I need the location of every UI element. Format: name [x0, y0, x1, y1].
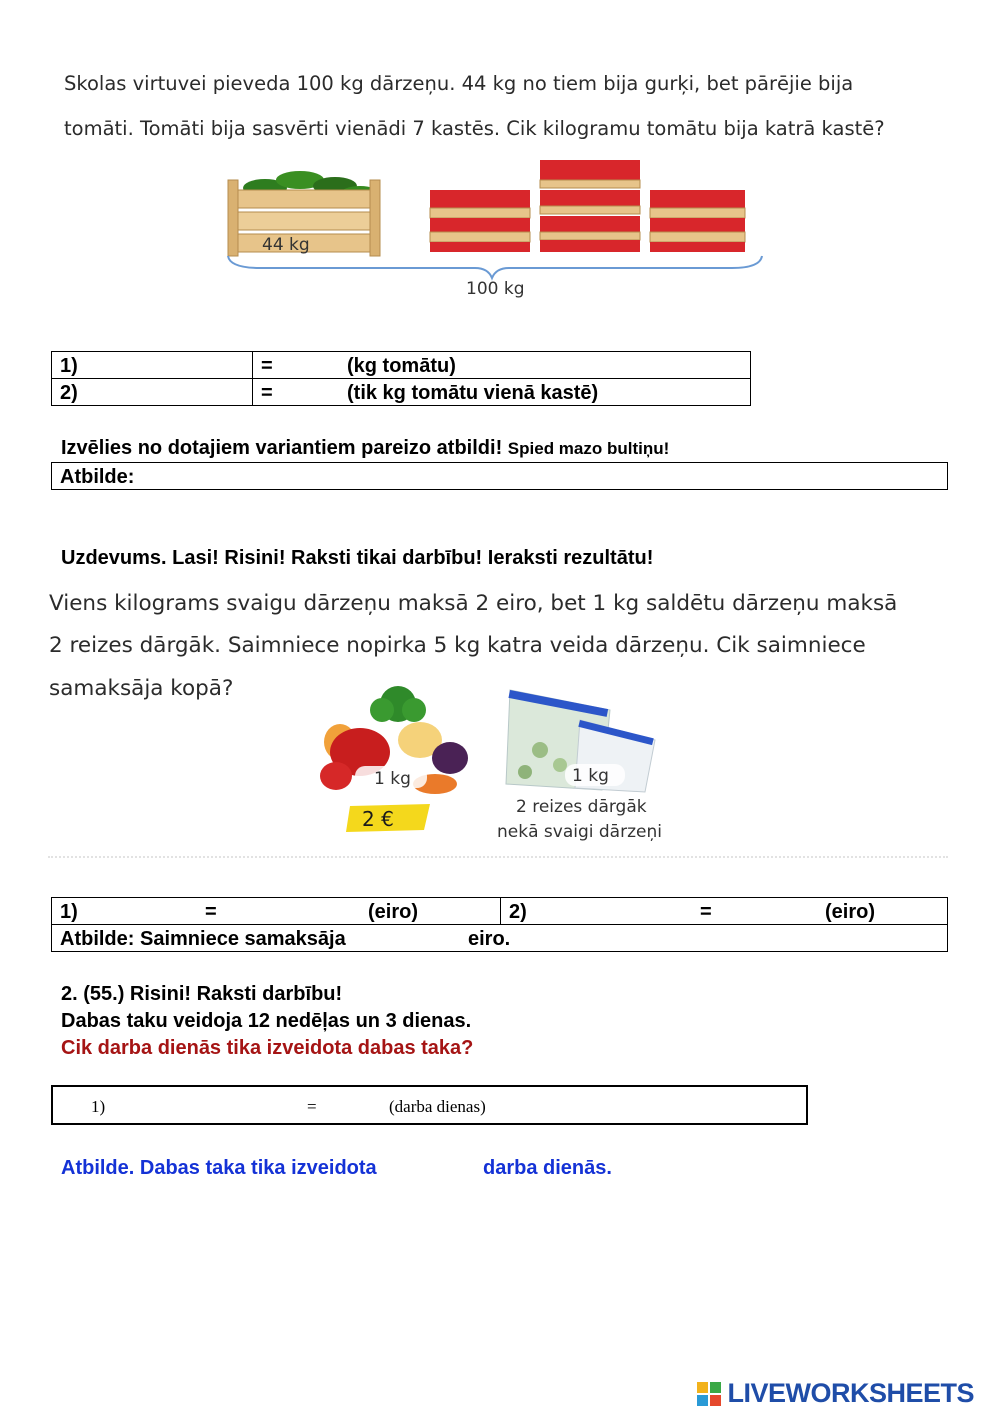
equals-sign: = — [261, 382, 273, 404]
task2-line3: samaksāja kopā? — [49, 676, 234, 701]
task2-step2-input[interactable] — [501, 898, 948, 925]
unit-label: (darba dienas) — [389, 1097, 486, 1116]
row-number: 2) — [509, 901, 527, 923]
fresh-frozen-vegetables-illustration — [310, 680, 690, 850]
equals-sign: = — [700, 901, 712, 923]
vegetable-crates-illustration — [220, 150, 780, 300]
equals-sign: = — [307, 1097, 317, 1116]
frozen-weight-label: 1 kg — [572, 766, 609, 786]
task1-result-input-1[interactable] — [253, 352, 751, 379]
task2-solution-table — [51, 897, 948, 952]
task1-solution-table — [51, 351, 751, 406]
answer-suffix: darba dienās. — [483, 1157, 612, 1179]
task1-line2: tomāti. Tomāti bija sasvērti vienādi 7 kastēs. Cik kilogramu tomātu bija katrā kastē? — [64, 117, 885, 140]
instruction-main: Izvēlies no dotajiem variantiem pareizo atbildi! — [61, 437, 503, 459]
task3-question: Cik darba dienās tika izveidota dabas taka? — [61, 1037, 474, 1059]
unit-label: (eiro) — [825, 901, 875, 923]
answer-suffix: eiro. — [468, 928, 511, 950]
table-row — [52, 925, 948, 952]
task2-line1: Viens kilograms svaigu dārzeņu maksā 2 eiro, bet 1 kg saldētu dārzeņu maksā — [49, 591, 898, 616]
task1-instruction — [61, 437, 669, 460]
task1-result-input-2[interactable] — [253, 379, 751, 406]
task3-answer — [61, 1157, 761, 1183]
dotted-separator — [48, 856, 948, 858]
task2-step1-input[interactable] — [52, 898, 501, 925]
total-weight-label: 100 kg — [466, 279, 525, 299]
total-brace — [228, 256, 762, 278]
unit-label: (tik kg tomātu vienā kastē) — [347, 382, 599, 404]
equals-sign: = — [205, 901, 217, 923]
unit-label: (kg tomātu) — [347, 355, 456, 377]
task2-heading: Uzdevums. Lasi! Risini! Raksti tikai darbību! Ieraksti rezultātu! — [61, 547, 654, 569]
answer-prefix: Atbilde. Dabas taka tika izveidota — [61, 1157, 377, 1179]
table-row — [52, 898, 948, 925]
task2-line2: 2 reizes dārgāk. Saimniece nopirka 5 kg katra veida dārzeņu. Cik saimniece — [49, 633, 866, 658]
tomato-crates — [430, 160, 745, 252]
equals-sign: = — [261, 355, 273, 377]
task1-answer-table — [51, 462, 948, 490]
instruction-small: Spied mazo bultiņu! — [507, 439, 670, 458]
row-number: 1) — [91, 1097, 106, 1116]
task3-line1: Dabas taku veidoja 12 nedēļas un 3 dienas. — [61, 1010, 472, 1032]
frozen-note-line1: 2 reizes dārgāk — [516, 797, 647, 817]
unit-label: (eiro) — [368, 901, 418, 923]
fresh-weight-label: 1 kg — [374, 769, 411, 789]
task1-action-input-2[interactable] — [52, 379, 253, 406]
table-row — [52, 379, 751, 406]
task1-line1: Skolas virtuvei pieveda 100 kg dārzeņu. 44 kg no tiem bija gurķi, bet pārējie bija — [64, 72, 854, 95]
fresh-price-label: 2 € — [362, 807, 394, 831]
answer-prefix: Atbilde: Saimniece samaksāja — [60, 928, 346, 950]
task1-answer-dropdown[interactable] — [52, 463, 948, 490]
row-number: 2) — [60, 382, 78, 404]
frozen-note-line2: nekā svaigi dārzeņi — [497, 822, 662, 842]
row-number: 1) — [60, 901, 78, 923]
task2-answer-input[interactable] — [52, 925, 948, 952]
answer-label: Atbilde: — [60, 466, 135, 488]
cucumber-weight-label: 44 kg — [262, 235, 310, 255]
brand-name: LIVEWORKSHEETS — [727, 1378, 974, 1408]
row-number: 1) — [60, 355, 78, 377]
liveworksheets-logo — [697, 1378, 974, 1408]
table-row — [52, 352, 751, 379]
logo-icon — [697, 1382, 721, 1406]
task1-action-input-1[interactable] — [52, 352, 253, 379]
task3-solution-box[interactable] — [51, 1085, 808, 1125]
task3-heading: 2. (55.) Risini! Raksti darbību! — [61, 983, 343, 1005]
